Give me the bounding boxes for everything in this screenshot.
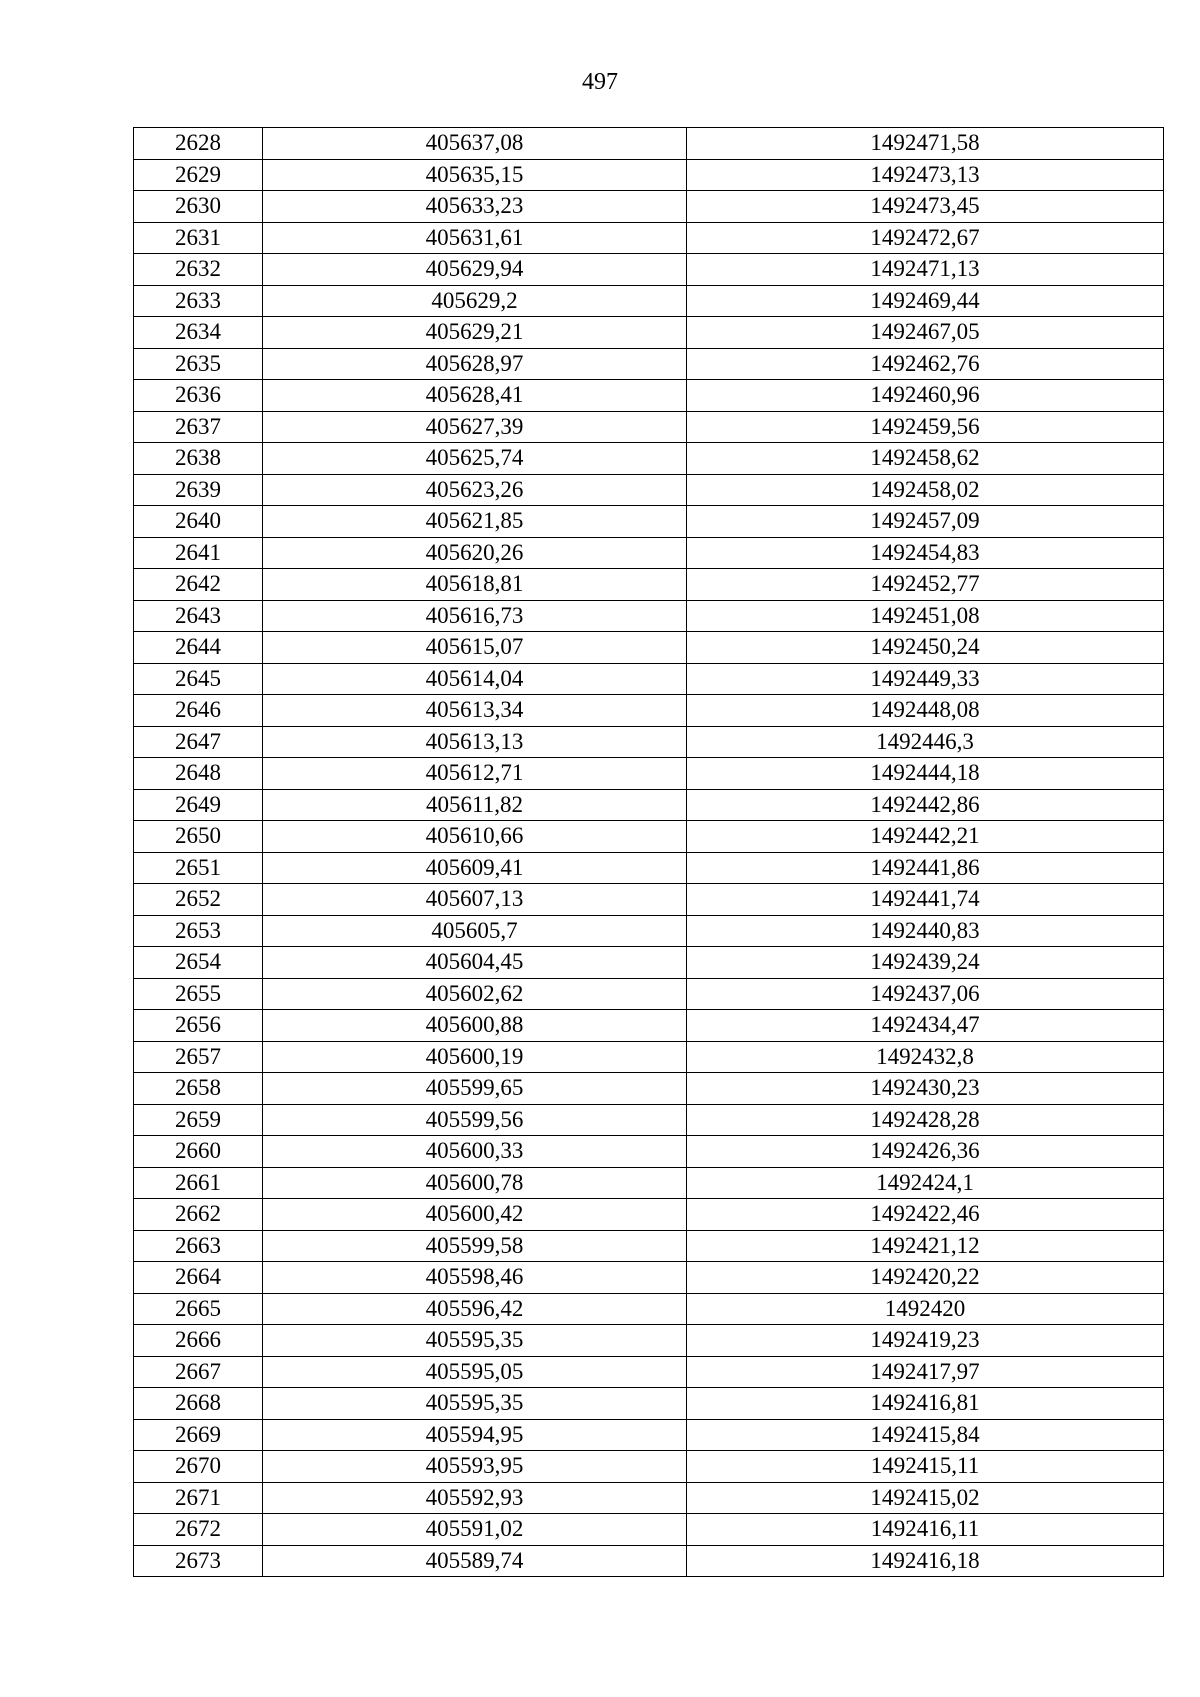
x-coordinate-cell: 405629,94 xyxy=(263,254,687,286)
y-coordinate-cell: 1492462,76 xyxy=(687,348,1164,380)
x-coordinate-cell: 405600,42 xyxy=(263,1199,687,1231)
x-coordinate-cell: 405628,97 xyxy=(263,348,687,380)
y-coordinate-cell: 1492422,46 xyxy=(687,1199,1164,1231)
x-coordinate-cell: 405596,42 xyxy=(263,1293,687,1325)
x-coordinate-cell: 405629,2 xyxy=(263,285,687,317)
x-coordinate-cell: 405599,65 xyxy=(263,1073,687,1105)
x-coordinate-cell: 405613,34 xyxy=(263,695,687,727)
point-number-cell: 2647 xyxy=(134,726,263,758)
x-coordinate-cell: 405600,78 xyxy=(263,1167,687,1199)
x-coordinate-cell: 405607,13 xyxy=(263,884,687,916)
point-number-cell: 2633 xyxy=(134,285,263,317)
point-number-cell: 2671 xyxy=(134,1482,263,1514)
table-row xyxy=(134,222,1164,254)
table-row xyxy=(134,726,1164,758)
table-row xyxy=(134,632,1164,664)
table-row xyxy=(134,915,1164,947)
y-coordinate-cell: 1492434,47 xyxy=(687,1010,1164,1042)
table-row xyxy=(134,191,1164,223)
x-coordinate-cell: 405599,58 xyxy=(263,1230,687,1262)
table-row xyxy=(134,474,1164,506)
table-row xyxy=(134,884,1164,916)
table-row xyxy=(134,1010,1164,1042)
y-coordinate-cell: 1492417,97 xyxy=(687,1356,1164,1388)
y-coordinate-cell: 1492460,96 xyxy=(687,380,1164,412)
point-number-cell: 2648 xyxy=(134,758,263,790)
x-coordinate-cell: 405600,19 xyxy=(263,1041,687,1073)
y-coordinate-cell: 1492472,67 xyxy=(687,222,1164,254)
y-coordinate-cell: 1492442,21 xyxy=(687,821,1164,853)
y-coordinate-cell: 1492451,08 xyxy=(687,600,1164,632)
table-row xyxy=(134,285,1164,317)
x-coordinate-cell: 405616,73 xyxy=(263,600,687,632)
point-number-cell: 2628 xyxy=(134,128,263,160)
point-number-cell: 2661 xyxy=(134,1167,263,1199)
table-row xyxy=(134,128,1164,160)
table-row xyxy=(134,947,1164,979)
table-row xyxy=(134,1451,1164,1483)
x-coordinate-cell: 405593,95 xyxy=(263,1451,687,1483)
x-coordinate-cell: 405610,66 xyxy=(263,821,687,853)
table-row xyxy=(134,1356,1164,1388)
point-number-cell: 2641 xyxy=(134,537,263,569)
x-coordinate-cell: 405621,85 xyxy=(263,506,687,538)
point-number-cell: 2643 xyxy=(134,600,263,632)
y-coordinate-cell: 1492458,62 xyxy=(687,443,1164,475)
y-coordinate-cell: 1492420,22 xyxy=(687,1262,1164,1294)
y-coordinate-cell: 1492448,08 xyxy=(687,695,1164,727)
table-row xyxy=(134,443,1164,475)
point-number-cell: 2639 xyxy=(134,474,263,506)
x-coordinate-cell: 405600,88 xyxy=(263,1010,687,1042)
point-number-cell: 2642 xyxy=(134,569,263,601)
x-coordinate-cell: 405633,23 xyxy=(263,191,687,223)
point-number-cell: 2645 xyxy=(134,663,263,695)
point-number-cell: 2634 xyxy=(134,317,263,349)
table-row xyxy=(134,663,1164,695)
point-number-cell: 2652 xyxy=(134,884,263,916)
point-number-cell: 2636 xyxy=(134,380,263,412)
table-row xyxy=(134,348,1164,380)
y-coordinate-cell: 1492473,45 xyxy=(687,191,1164,223)
table-row xyxy=(134,695,1164,727)
table-row xyxy=(134,254,1164,286)
x-coordinate-cell: 405602,62 xyxy=(263,978,687,1010)
table-row xyxy=(134,1419,1164,1451)
point-number-cell: 2638 xyxy=(134,443,263,475)
x-coordinate-cell: 405620,26 xyxy=(263,537,687,569)
table-row xyxy=(134,1545,1164,1577)
y-coordinate-cell: 1492458,02 xyxy=(687,474,1164,506)
y-coordinate-cell: 1492439,24 xyxy=(687,947,1164,979)
table-row xyxy=(134,537,1164,569)
point-number-cell: 2630 xyxy=(134,191,263,223)
point-number-cell: 2672 xyxy=(134,1514,263,1546)
x-coordinate-cell: 405612,71 xyxy=(263,758,687,790)
x-coordinate-cell: 405609,41 xyxy=(263,852,687,884)
point-number-cell: 2635 xyxy=(134,348,263,380)
x-coordinate-cell: 405594,95 xyxy=(263,1419,687,1451)
y-coordinate-cell: 1492454,83 xyxy=(687,537,1164,569)
point-number-cell: 2658 xyxy=(134,1073,263,1105)
table-row xyxy=(134,978,1164,1010)
point-number-cell: 2669 xyxy=(134,1419,263,1451)
y-coordinate-cell: 1492426,36 xyxy=(687,1136,1164,1168)
page-number: 497 xyxy=(582,69,618,95)
x-coordinate-cell: 405618,81 xyxy=(263,569,687,601)
table-row xyxy=(134,1136,1164,1168)
table-row xyxy=(134,159,1164,191)
table-row xyxy=(134,1073,1164,1105)
point-number-cell: 2662 xyxy=(134,1199,263,1231)
x-coordinate-cell: 405628,41 xyxy=(263,380,687,412)
point-number-cell: 2668 xyxy=(134,1388,263,1420)
x-coordinate-cell: 405631,61 xyxy=(263,222,687,254)
x-coordinate-cell: 405595,35 xyxy=(263,1325,687,1357)
x-coordinate-cell: 405591,02 xyxy=(263,1514,687,1546)
y-coordinate-cell: 1492467,05 xyxy=(687,317,1164,349)
x-coordinate-cell: 405589,74 xyxy=(263,1545,687,1577)
y-coordinate-cell: 1492450,24 xyxy=(687,632,1164,664)
y-coordinate-cell: 1492428,28 xyxy=(687,1104,1164,1136)
table-row xyxy=(134,1262,1164,1294)
table-row xyxy=(134,1514,1164,1546)
table-row xyxy=(134,1293,1164,1325)
y-coordinate-cell: 1492457,09 xyxy=(687,506,1164,538)
x-coordinate-cell: 405599,56 xyxy=(263,1104,687,1136)
point-number-cell: 2659 xyxy=(134,1104,263,1136)
point-number-cell: 2631 xyxy=(134,222,263,254)
y-coordinate-cell: 1492424,1 xyxy=(687,1167,1164,1199)
y-coordinate-cell: 1492446,3 xyxy=(687,726,1164,758)
x-coordinate-cell: 405605,7 xyxy=(263,915,687,947)
x-coordinate-cell: 405635,15 xyxy=(263,159,687,191)
table-row xyxy=(134,506,1164,538)
point-number-cell: 2637 xyxy=(134,411,263,443)
point-number-cell: 2651 xyxy=(134,852,263,884)
coordinates-table-body xyxy=(134,128,1164,1577)
point-number-cell: 2666 xyxy=(134,1325,263,1357)
table-row xyxy=(134,411,1164,443)
y-coordinate-cell: 1492432,8 xyxy=(687,1041,1164,1073)
point-number-cell: 2663 xyxy=(134,1230,263,1262)
point-number-cell: 2653 xyxy=(134,915,263,947)
y-coordinate-cell: 1492415,11 xyxy=(687,1451,1164,1483)
table-row xyxy=(134,1325,1164,1357)
table-row xyxy=(134,1388,1164,1420)
point-number-cell: 2660 xyxy=(134,1136,263,1168)
y-coordinate-cell: 1492419,23 xyxy=(687,1325,1164,1357)
point-number-cell: 2656 xyxy=(134,1010,263,1042)
point-number-cell: 2649 xyxy=(134,789,263,821)
point-number-cell: 2655 xyxy=(134,978,263,1010)
point-number-cell: 2629 xyxy=(134,159,263,191)
x-coordinate-cell: 405611,82 xyxy=(263,789,687,821)
point-number-cell: 2644 xyxy=(134,632,263,664)
point-number-cell: 2664 xyxy=(134,1262,263,1294)
x-coordinate-cell: 405604,45 xyxy=(263,947,687,979)
table-row xyxy=(134,1041,1164,1073)
table-row xyxy=(134,821,1164,853)
x-coordinate-cell: 405625,74 xyxy=(263,443,687,475)
table-row xyxy=(134,758,1164,790)
x-coordinate-cell: 405600,33 xyxy=(263,1136,687,1168)
y-coordinate-cell: 1492415,02 xyxy=(687,1482,1164,1514)
x-coordinate-cell: 405615,07 xyxy=(263,632,687,664)
x-coordinate-cell: 405629,21 xyxy=(263,317,687,349)
point-number-cell: 2673 xyxy=(134,1545,263,1577)
table-row xyxy=(134,1482,1164,1514)
x-coordinate-cell: 405595,05 xyxy=(263,1356,687,1388)
x-coordinate-cell: 405623,26 xyxy=(263,474,687,506)
point-number-cell: 2657 xyxy=(134,1041,263,1073)
point-number-cell: 2670 xyxy=(134,1451,263,1483)
point-number-cell: 2632 xyxy=(134,254,263,286)
table-row xyxy=(134,317,1164,349)
y-coordinate-cell: 1492471,58 xyxy=(687,128,1164,160)
y-coordinate-cell: 1492420 xyxy=(687,1293,1164,1325)
y-coordinate-cell: 1492444,18 xyxy=(687,758,1164,790)
x-coordinate-cell: 405637,08 xyxy=(263,128,687,160)
table-row xyxy=(134,852,1164,884)
x-coordinate-cell: 405598,46 xyxy=(263,1262,687,1294)
y-coordinate-cell: 1492416,18 xyxy=(687,1545,1164,1577)
table-row xyxy=(134,569,1164,601)
table-row xyxy=(134,1230,1164,1262)
y-coordinate-cell: 1492416,11 xyxy=(687,1514,1164,1546)
y-coordinate-cell: 1492437,06 xyxy=(687,978,1164,1010)
table-row xyxy=(134,789,1164,821)
y-coordinate-cell: 1492441,74 xyxy=(687,884,1164,916)
point-number-cell: 2667 xyxy=(134,1356,263,1388)
y-coordinate-cell: 1492415,84 xyxy=(687,1419,1164,1451)
point-number-cell: 2654 xyxy=(134,947,263,979)
y-coordinate-cell: 1492471,13 xyxy=(687,254,1164,286)
table-row xyxy=(134,1167,1164,1199)
y-coordinate-cell: 1492452,77 xyxy=(687,569,1164,601)
table-row xyxy=(134,1104,1164,1136)
y-coordinate-cell: 1492421,12 xyxy=(687,1230,1164,1262)
x-coordinate-cell: 405614,04 xyxy=(263,663,687,695)
point-number-cell: 2650 xyxy=(134,821,263,853)
x-coordinate-cell: 405613,13 xyxy=(263,726,687,758)
y-coordinate-cell: 1492430,23 xyxy=(687,1073,1164,1105)
point-number-cell: 2640 xyxy=(134,506,263,538)
x-coordinate-cell: 405592,93 xyxy=(263,1482,687,1514)
y-coordinate-cell: 1492449,33 xyxy=(687,663,1164,695)
point-number-cell: 2665 xyxy=(134,1293,263,1325)
x-coordinate-cell: 405627,39 xyxy=(263,411,687,443)
y-coordinate-cell: 1492442,86 xyxy=(687,789,1164,821)
y-coordinate-cell: 1492441,86 xyxy=(687,852,1164,884)
table-row xyxy=(134,380,1164,412)
table-row xyxy=(134,1199,1164,1231)
x-coordinate-cell: 405595,35 xyxy=(263,1388,687,1420)
table-row xyxy=(134,600,1164,632)
point-number-cell: 2646 xyxy=(134,695,263,727)
y-coordinate-cell: 1492440,83 xyxy=(687,915,1164,947)
y-coordinate-cell: 1492416,81 xyxy=(687,1388,1164,1420)
coordinates-table xyxy=(133,127,1164,1577)
y-coordinate-cell: 1492459,56 xyxy=(687,411,1164,443)
y-coordinate-cell: 1492469,44 xyxy=(687,285,1164,317)
y-coordinate-cell: 1492473,13 xyxy=(687,159,1164,191)
